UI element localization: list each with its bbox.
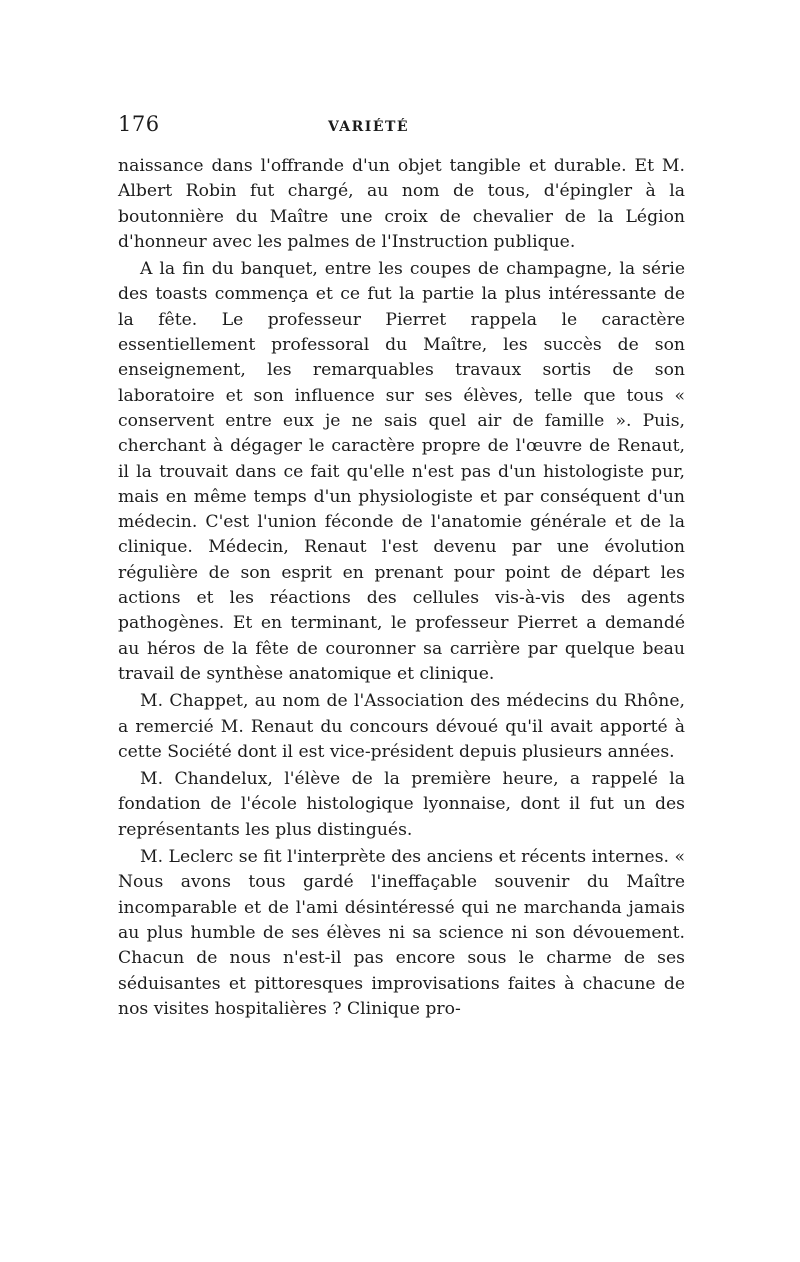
book-page — [118, 112, 685, 1022]
paragraph: M. Chappet, au nom de l'Association des médecins du Rhône, a remercié M. Renaut du concours dévoué qu'il avait apporté à cette Société dont il est vice-président depuis plusieurs années. — [118, 691, 685, 762]
page-number: 176 — [118, 112, 160, 136]
page-header — [118, 112, 685, 144]
paragraph: A la fin du banquet, entre les coupes de champagne, la série des toasts commença et ce fut la partie la plus intéressante de la fête. Le professeur Pierret rappela le caractère essentiellement professoral du Maître, les succès de son enseignement, les remarquables travaux sortis de son laboratoire et son influence sur ses élèves, telle que tous « conservent entre eux je ne sais quel air de famille ». Puis, cherchant à dégager le caractère propre de l'œuvre de Renaut, il la trouvait dans ce fait qu'elle n'est pas d'un histologiste pur, mais en même temps d'un physiologiste et par conséquent d'un médecin. C'est l'union féconde de l'anatomie générale et de la clinique. Médecin, Renaut l'est devenu par une évolution régulière de son esprit en prenant pour point de départ les actions et les réactions des cellules vis-à-vis des agents pathogènes. Et en terminant, le professeur Pierret a demandé au héros de la fête de couronner sa carrière par quelque beau travail de synthèse anatomique et clinique. — [118, 259, 685, 684]
paragraph: naissance dans l'offrande d'un objet tangible et durable. Et M. Albert Robin fut chargé, au nom de tous, d'épingler à la boutonnière du Maître une croix de chevalier de la Légion d'honneur avec les palmes de l'Instruction publique. — [118, 156, 685, 252]
paragraph: M. Leclerc se fit l'interprète des anciens et récents internes. « Nous avons tous gardé l'ineffaçable souvenir du Maître incomparable et de l'ami désintéressé qui ne marchanda jamais au plus humble de ses élèves ni sa science ni son dévouement. Chacun de nous n'est-il pas encore sous le charme de ses séduisantes et pittoresques improvisations faites à chacune de nos visites hospitalières ? Clinique pro- — [118, 847, 685, 1019]
running-title: VARIÉTÉ — [328, 119, 410, 135]
paragraph: M. Chandelux, l'élève de la première heure, a rappelé la fondation de l'école histologique lyonnaise, dont il fut un des représentants les plus distingués. — [118, 769, 685, 840]
page-body — [118, 154, 685, 1022]
